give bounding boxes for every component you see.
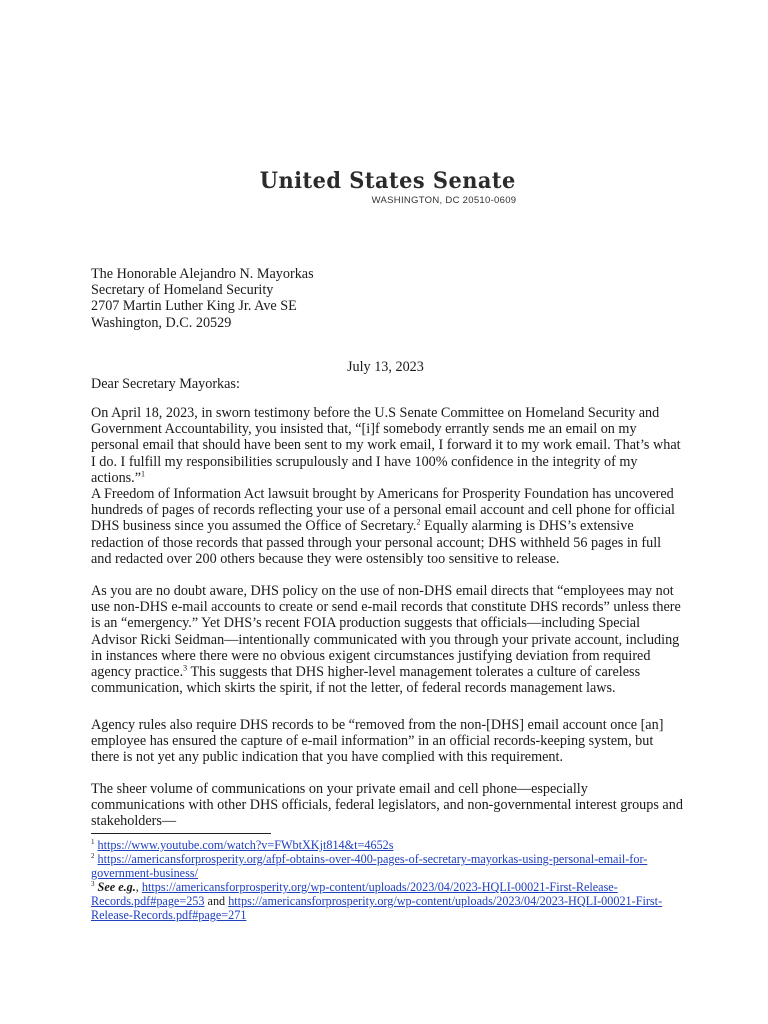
paragraph-4: [91, 717, 685, 766]
paragraph-1: [91, 405, 685, 486]
paragraph-text: A Freedom of Information Act lawsuit brought by Americans for Prosperity Foundation has uncovered hundreds of pages of records reflecting your use of a personal email account and cell phone for official DHS business since you assumed the Office of Secretary.: [91, 486, 675, 535]
footnote-link[interactable]: https://americansforprosperity.org/afpf-obtains-over-400-pages-of-secretary-mayorkas-using-personal-email-for-government-business/: [91, 852, 648, 880]
letterhead-name: United States Senate: [259, 168, 517, 194]
footnotes: [91, 838, 685, 922]
footnote-1: [91, 838, 685, 852]
footnote-number: 3: [91, 879, 95, 888]
footnote-2: [91, 852, 685, 880]
footnote-ref: 2: [416, 517, 421, 527]
letterhead: [0, 168, 768, 206]
footnote-divider: [91, 833, 271, 834]
letter-date: July 13, 2023: [347, 359, 424, 375]
footnote-link[interactable]: https://americansforprosperity.org/wp-content/uploads/2023/04/2023-HQLI-00021-First-Release-Records.pdf#page=271: [91, 894, 663, 922]
letterhead-address: WASHINGTON, DC 20510-0609: [371, 195, 517, 206]
paragraph-text: The sheer volume of communications on your private email and cell phone—especially communications with other DHS officials, federal legislators, and non-governmental interest groups and stakeholders—: [91, 781, 683, 830]
footnote-number: 2: [91, 851, 95, 860]
paragraph-text: On April 18, 2023, in sworn testimony before the U.S Senate Committee on Homeland Security and Government Accountability, you insisted that, “[i]f somebody errantly sends me an email on my personal email that should have been sent to my work email, I forward it to my work email. That’s what I do. I fulfill my responsibilities scrupulously and I have 100% confidence in the integrity of my actions.”: [91, 405, 681, 486]
recipient-line: 2707 Martin Luther King Jr. Ave SE: [91, 298, 297, 315]
recipient-block: [91, 266, 685, 331]
footnote-text: ,: [135, 880, 142, 894]
footnote-ref: 3: [183, 663, 188, 673]
paragraph-5: [91, 781, 685, 830]
footnote-link[interactable]: https://www.youtube.com/watch?v=FWbtXKjt814&t=4652s: [97, 838, 394, 852]
recipient-line: Secretary of Homeland Security: [91, 282, 274, 299]
paragraph-2: [91, 486, 685, 567]
paragraph-text: This suggests that DHS higher-level management tolerates a culture of careless communication, which skirts the spirit, if not the letter, of federal records management laws.: [91, 664, 641, 697]
paragraph-text: As you are no doubt aware, DHS policy on the use of non-DHS email directs that “employees may not use non-DHS e-mail accounts to create or send e-mail records that constitute DHS records” unless there is an “emergency.” Yet DHS’s recent FOIA production suggests that officials—including Special Advisor Ricki Seidman—intentionally communicated with you through your private account, including in instances where there were no obvious exigent circumstances justifying deviation from required agency practice.: [91, 583, 681, 681]
salutation: Dear Secretary Mayorkas:: [91, 376, 240, 392]
footnote-link[interactable]: https://americansforprosperity.org/wp-content/uploads/2023/04/2023-HQLI-00021-First-Release-Records.pdf#page=253: [91, 880, 618, 908]
recipient-line: Washington, D.C. 20529: [91, 314, 232, 331]
footnote-ref: 1: [141, 469, 146, 479]
footnote-signal: See e.g.: [97, 880, 136, 894]
paragraph-text: Equally alarming is DHS’s extensive redaction of those records that passed through your personal account; DHS withheld 56 pages in full and redacted over 200 others because they were ostensibly too sensitive to release.: [91, 518, 662, 567]
footnote-3: [91, 880, 685, 922]
footnote-text: and: [204, 894, 229, 908]
recipient-line: The Honorable Alejandro N. Mayorkas: [91, 266, 314, 282]
footnote-number: 1: [91, 837, 95, 846]
paragraph-text: Agency rules also require DHS records to be “removed from the non-[DHS] email account once [an] employee has ensured the capture of e-mail information” in an official records-keeping system, but there is not yet any public indication that you have complied with this requirement.: [91, 717, 664, 766]
paragraph-3: [91, 583, 685, 696]
